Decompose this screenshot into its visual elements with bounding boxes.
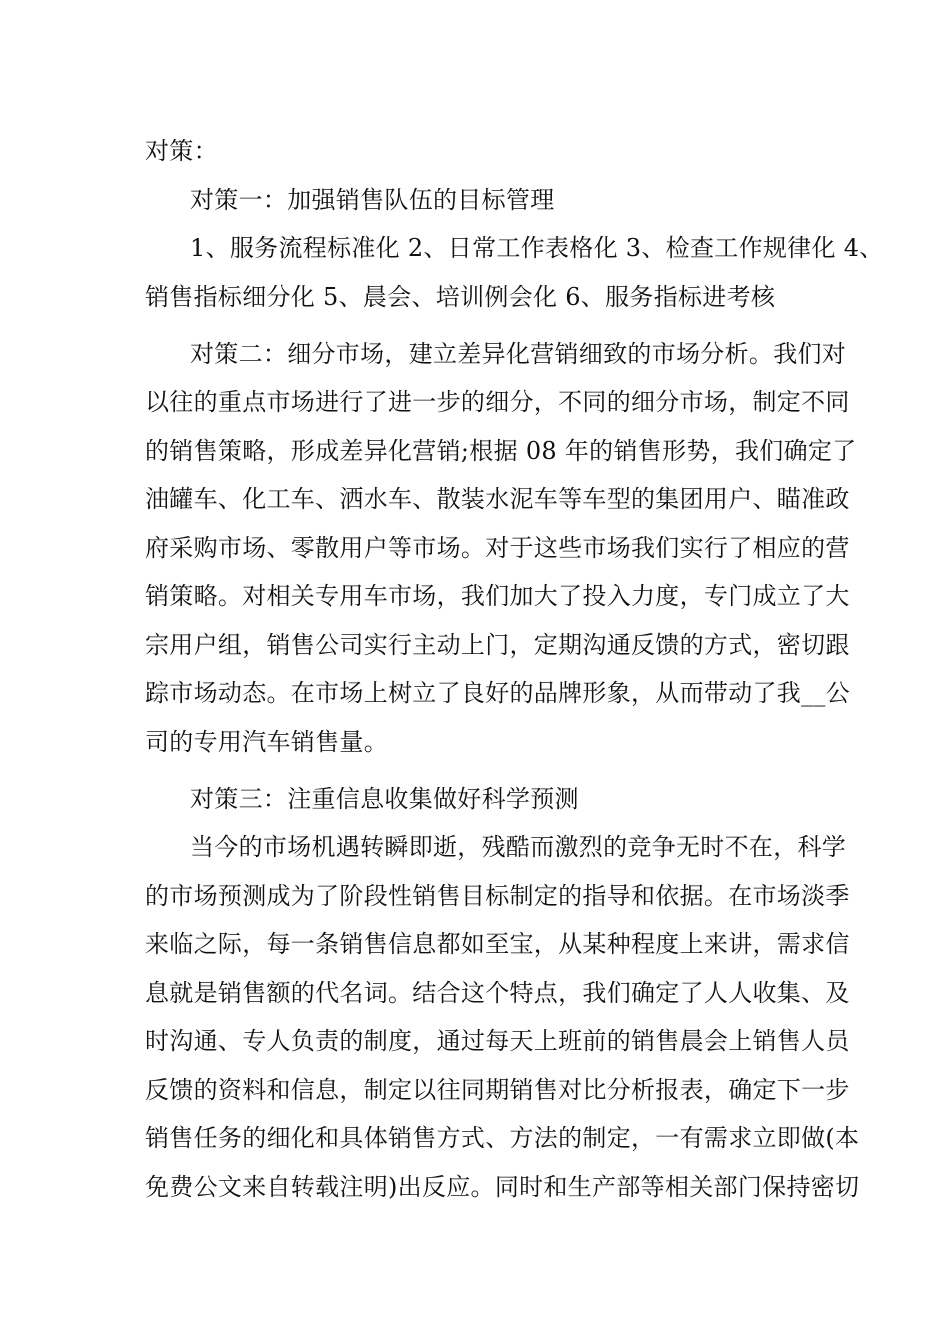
paragraph-line: 的销售策略，形成差异化营销;根据 08 年的销售形势，我们确定了: [145, 437, 857, 465]
section-heading: 对策：: [145, 137, 218, 165]
paragraph-line: 息就是销售额的代名词。结合这个特点，我们确定了人人收集、及: [145, 979, 850, 1007]
paragraph-line: 油罐车、化工车、洒水车、散装水泥车等车型的集团用户、瞄准政: [145, 485, 850, 513]
paragraph-line: 宗用户组，销售公司实行主动上门，定期沟通反馈的方式，密切跟: [145, 631, 850, 659]
paragraph-line: 的市场预测成为了阶段性销售目标制定的指导和依据。在市场淡季: [145, 882, 850, 910]
paragraph-line: 对策二：细分市场，建立差异化营销细致的市场分析。我们对: [190, 340, 847, 368]
paragraph-line: 当今的市场机遇转瞬即逝，残酷而激烈的竞争无时不在，科学: [190, 833, 847, 861]
strategy-three-title: 对策三：注重信息收集做好科学预测: [190, 785, 579, 813]
paragraph-line: 府采购市场、零散用户等市场。对于这些市场我们实行了相应的营: [145, 534, 850, 562]
paragraph-line: 1、服务流程标准化 2、日常工作表格化 3、检查工作规律化 4、: [190, 234, 884, 262]
paragraph-line: 反馈的资料和信息，制定以往同期销售对比分析报表，确定下一步: [145, 1076, 850, 1104]
paragraph-line: 销策略。对相关专用车市场，我们加大了投入力度，专门成立了大: [145, 582, 850, 610]
paragraph-line: 时沟通、专人负责的制度，通过每天上班前的销售晨会上销售人员: [145, 1027, 850, 1055]
paragraph-line: 踪市场动态。在市场上树立了良好的品牌形象，从而带动了我__公: [145, 679, 850, 707]
paragraph-line: 司的专用汽车销售量。: [145, 728, 388, 756]
paragraph-line: 来临之际，每一条销售信息都如至宝，从某种程度上来讲，需求信: [145, 930, 850, 958]
paragraph-line: 销售指标细分化 5、晨会、培训例会化 6、服务指标进考核: [145, 283, 776, 311]
paragraph-line: 免费公文来自转载注明)出反应。同时和生产部等相关部门保持密切: [145, 1173, 860, 1201]
paragraph-line: 以往的重点市场进行了进一步的细分，不同的细分市场，制定不同: [145, 388, 850, 416]
strategy-one-title: 对策一：加强销售队伍的目标管理: [190, 186, 555, 214]
paragraph-line: 销售任务的细化和具体销售方式、方法的制定，一有需求立即做(本: [145, 1124, 860, 1152]
